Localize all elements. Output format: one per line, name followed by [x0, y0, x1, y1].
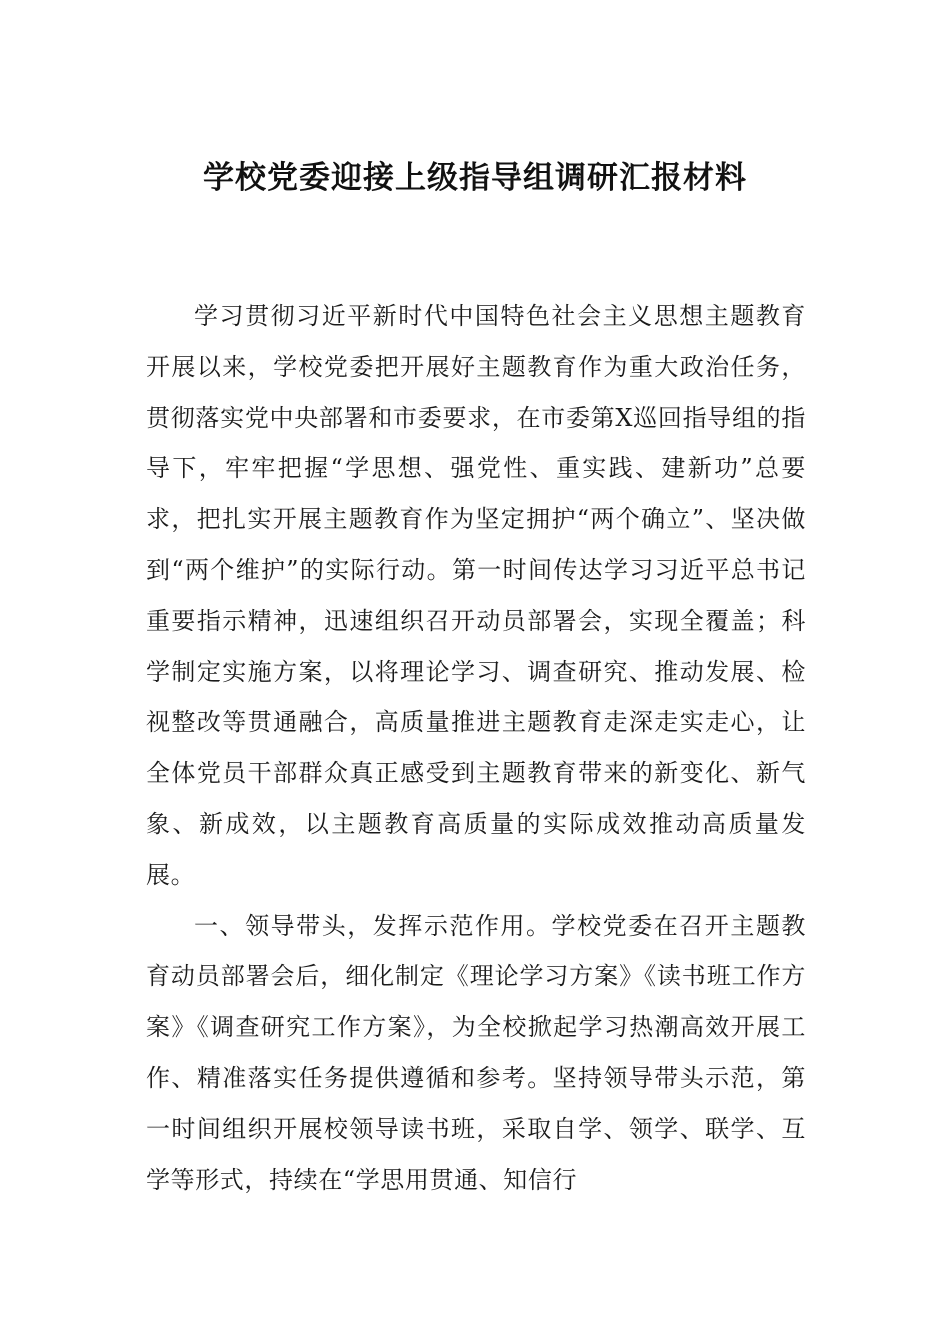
- body-paragraph-intro: 学习贯彻习近平新时代中国特色社会主义思想主题教育开展以来，学校党委把开展好主题教育作为重大政治任务，贯彻落实党中央部署和市委要求，在市委第X巡回指导组的指导下，牢牢把握“学思想、强党性、重实践、建新功”总要求，把扎实开展主题教育作为坚定拥护“两个确立”、坚决做到“两个维护”的实际行动。第一时间传达学习习近平总书记重要指示精神，迅速组织召开动员部署会，实现全覆盖；科学制定实施方案，以将理论学习、调查研究、推动发展、检视整改等贯通融合，高质量推进主题教育走深走实走心，让全体党员干部群众真正感受到主题教育带来的新变化、新气象、新成效，以主题教育高质量的实际成效推动高质量发展。: [146, 302, 806, 889]
- document-body: [146, 291, 806, 1205]
- document-title: 学校党委迎接上级指导组调研汇报材料: [203, 160, 747, 196]
- body-paragraph-section-one: 一、领导带头，发挥示范作用。学校党委在召开主题教育动员部署会后，细化制定《理论学习方案》《读书班工作方案》《调查研究工作方案》，为全校掀起学习热潮高效开展工作、精准落实任务提供遵循和参考。坚持领导带头示范，第一时间组织开展校领导读书班，采取自学、领学、联学、互学等形式，持续在“学思用贯通、知信行: [146, 911, 806, 1194]
